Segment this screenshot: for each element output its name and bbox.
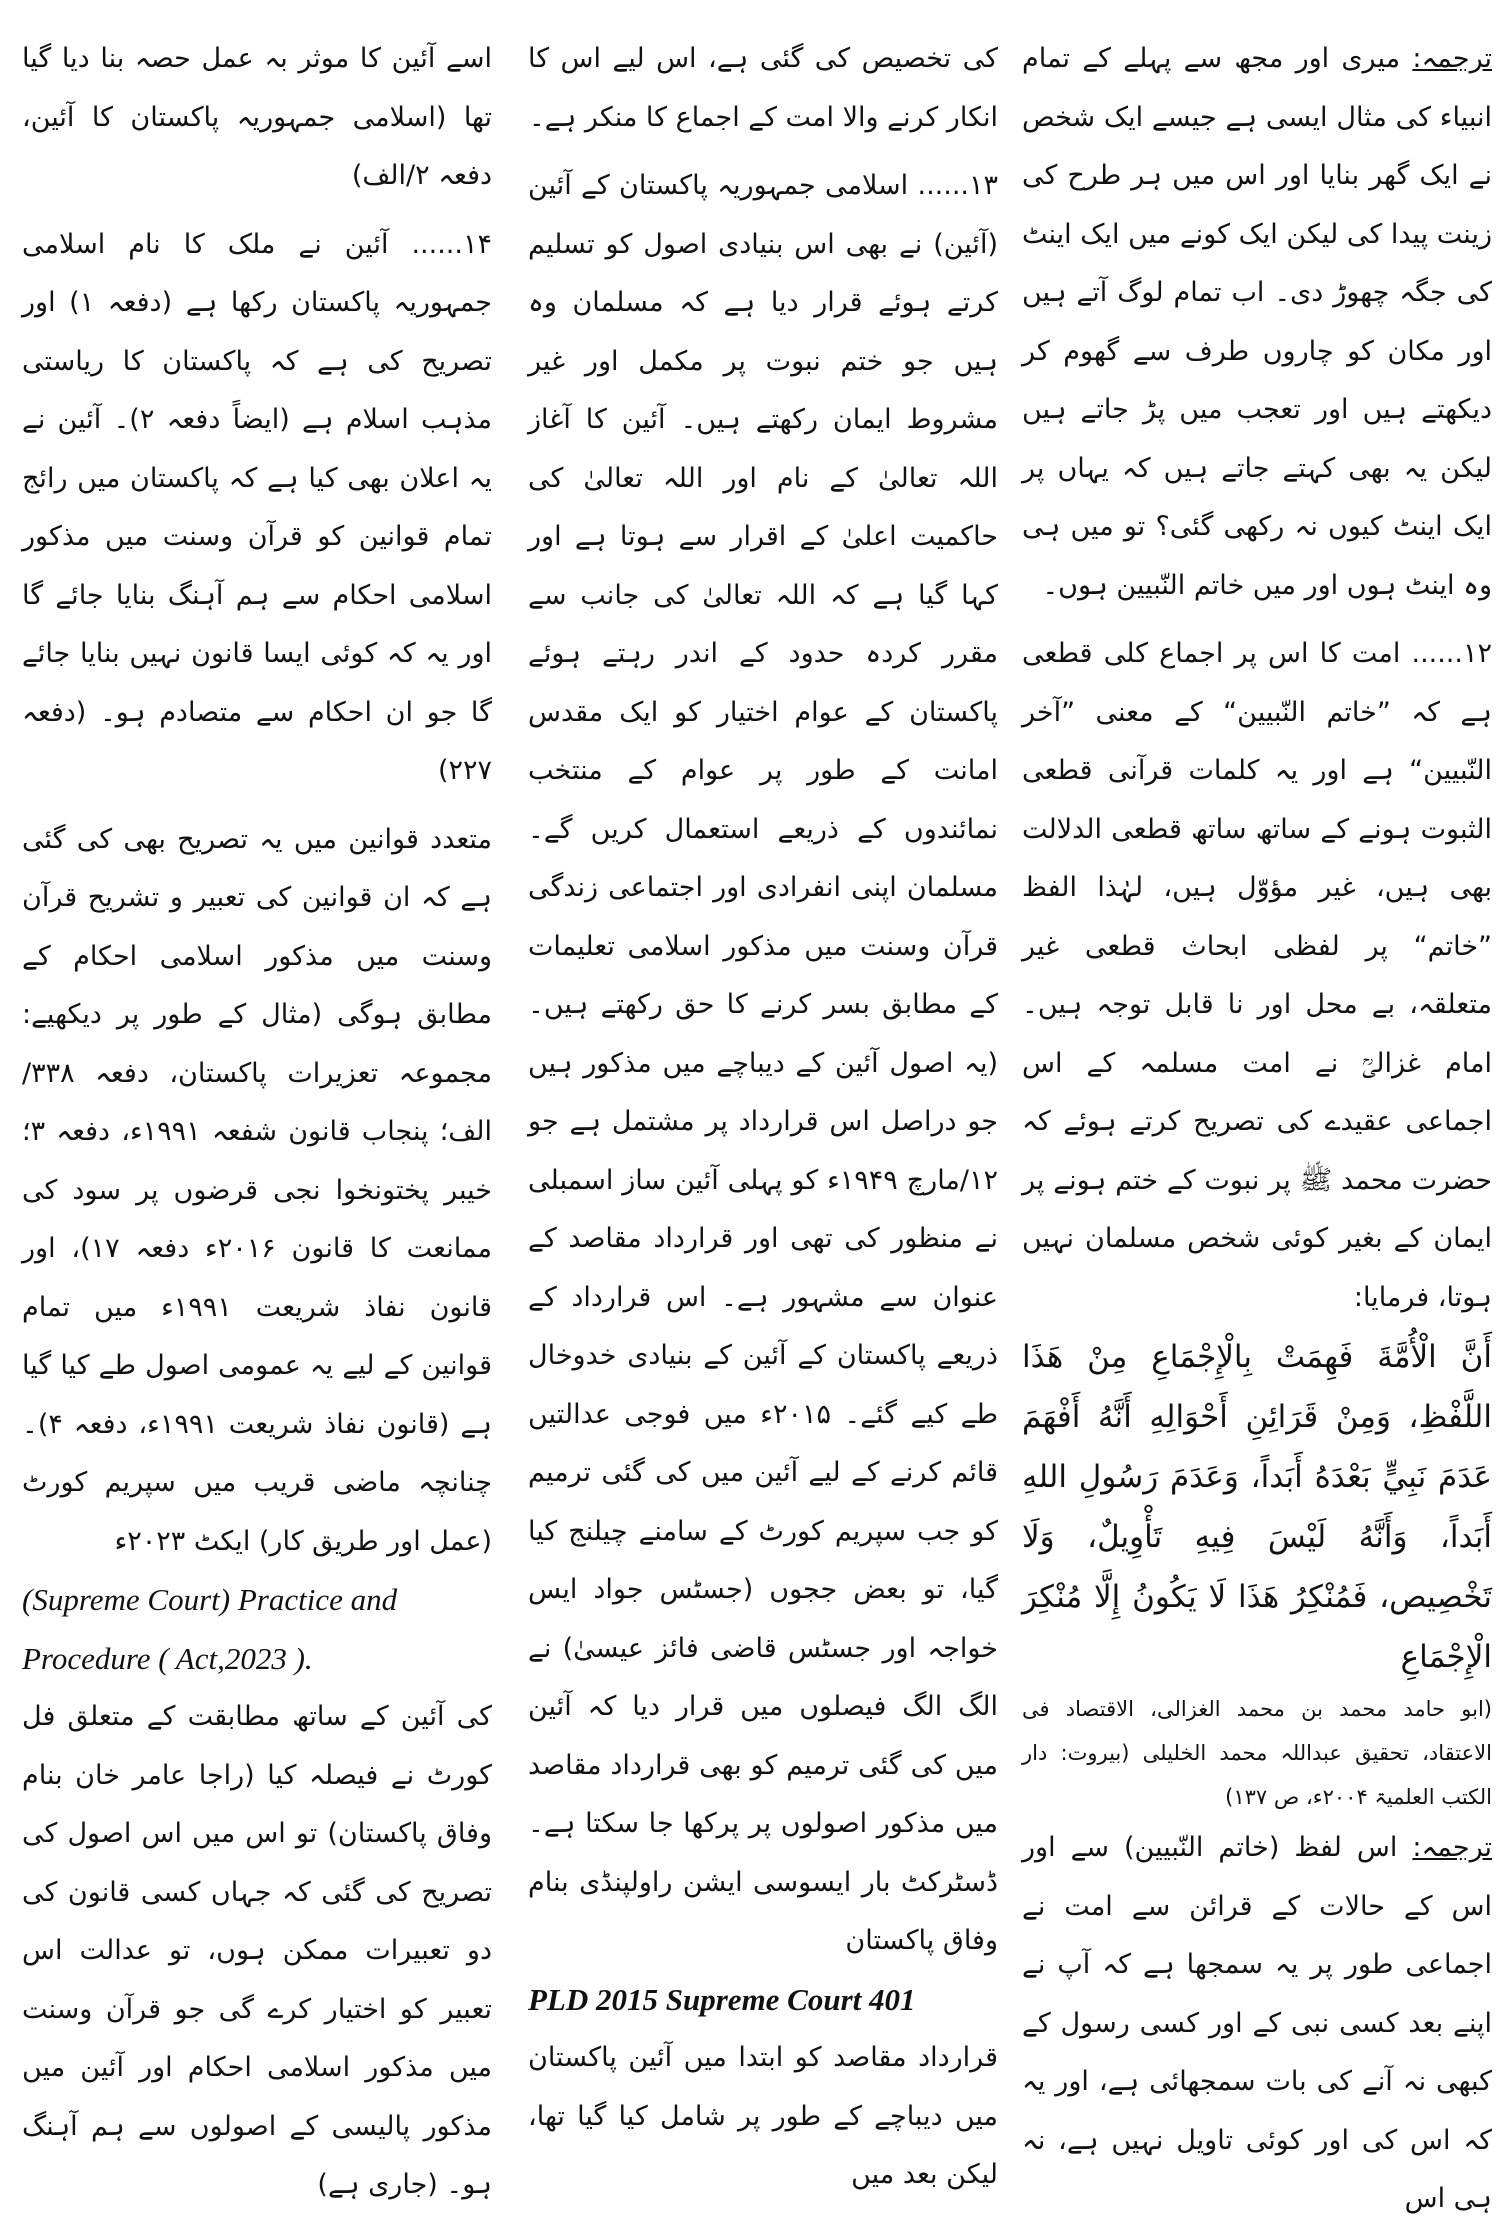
- arabic-quote: أَنَّ الْأُمَّةَ فَهِمَتْ بِالْإِجْمَاعِ مِنْ هَذَا اللَّفْظِ، وَمِنْ قَرَائِنِ أَحْوَالِهِ أَنَّهُ أَفْهَمَ عَدَمَ نَبِيٍّ بَعْدَهُ أَبَداً، وَعَدَمَ رَسُولِ اللهِ أَبَداً، وَأَنَّهُ لَيْسَ فِيهِ تَأْوِيلٌ، وَلَا تَخْصِيص، فَمُنْكِرُ هَذَا لَا يَكُونُ إِلَّا مُنْكِرَ الْإِجْمَاعِ: [1022, 1339, 1492, 1675]
- paragraph-after-citation: قرارداد مقاصد کو ابتدا میں آئین پاکستان میں دیباچے کے طور پر شامل کیا گیا تھا، لیکن بعد میں: [528, 2042, 998, 2190]
- act-title-latin: (Supreme Court) Practice and Procedure ( Act,2023 ).: [22, 1582, 398, 1676]
- translation-paragraph: [1022, 30, 1492, 615]
- translation-paragraph-2: [1022, 1819, 1492, 2229]
- citation: (ابو حامد محمد بن محمد الغزالی، الاقتصاد فی الاعتقاد، تحقیق عبداللہ محمد الخلیلی (بیروت: دار الکتب العلمیۃ ۲۰۰۴ء، ص ۱۳۷): [1022, 1697, 1492, 1809]
- paragraph-13: ۱۳...... اسلامی جمہوریہ پاکستان کے آئین (آئین) نے بھی اس بنیادی اصول کو تسلیم کرتے ہوئے قرار دیا ہے کہ مسلمان وہ ہیں جو ختم نبوت پر مکمل اور غیر مشروط ایمان رکھتے ہیں۔ آئین کا آغاز اللہ تعالیٰ کے نام اور اللہ تعالیٰ کی حاکمیت اعلیٰ کے اقرار سے ہوتا ہے اور کہا گیا ہے کہ اللہ تعالیٰ کی جانب سے مقرر کردہ حدود کے اندر رہتے ہوئے پاکستان کے عوام اختیار کو ایک مقدس امانت کے طور پر عوام کے منتخب نمائندوں کے ذریعے استعمال کریں گے۔ مسلمان اپنی انفرادی اور اجتماعی زندگی قرآن وسنت میں مذکور اسلامی تعلیمات کے مطابق بسر کرنے کا حق رکھتے ہیں۔ (یہ اصول آئین کے دیباچے میں مذکور ہیں جو دراصل اس قرارداد پر مشتمل ہے جو ۱۲/مارچ ۱۹۴۹ء کو پہلی آئین ساز اسمبلی نے منظور کی تھی اور قرارداد مقاصد کے عنوان سے مشہور ہے۔ اس قرارداد کے ذریعے پاکستان کے آئین کے بنیادی خدوخال طے کیے گئے۔ ۲۰۱۵ء میں فوجی عدالتیں قائم کرنے کے لیے آئین میں کی گئی ترمیم کو جب سپریم کورٹ کے سامنے چیلنج کیا گیا، تو بعض ججوں (جسٹس جواد ایس خواجہ اور جسٹس قاضی فائز عیسیٰ) نے الگ الگ فیصلوں میں قرار دیا کہ آئین میں کی گئی ترمیم کو بھی قرارداد مقاصد میں مذکور اصولوں پر پرکھا جا سکتا ہے۔ ڈسٹرکٹ بار ایسوسی ایشن راولپنڈی بنام وفاق پاکستان: [528, 170, 998, 1956]
- continued-marker: (جاری ہے): [317, 2169, 438, 2200]
- translation-label-2: ترجمہ:: [1412, 1832, 1493, 1863]
- paragraph-14: ۱۴...... آئین نے ملک کا نام اسلامی جمہوریہ پاکستان رکھا ہے (دفعہ ۱) اور تصریح کی ہے کہ پاکستان کا ریاستی مذہب اسلام ہے (ایضاً دفعہ ۲)۔ آئین نے یہ اعلان بھی کیا ہے کہ پاکستان میں رائج تمام قوانین کو قرآن وسنت میں مذکور اسلامی احکام سے ہم آہنگ بنایا جائے گا اور یہ کہ کوئی ایسا قانون نہیں بنایا جائے گا جو ان احکام سے متصادم ہو۔ (دفعہ ۲۲۷): [22, 228, 492, 786]
- paragraph-final: [22, 1688, 492, 2215]
- paragraph-final-text: کی آئین کے ساتھ مطابقت کے متعلق فل کورٹ نے فیصلہ کیا (راجا عامر خان بنام وفاق پاکستان) تو اس میں اس اصول کی تصریح کی گئی کہ جہاں کسی قانون کی دو تعبیرات ممکن ہوں، تو عدالت اس تعبیر کو اختیار کرے گی جو قرآن وسنت میں مذکور اسلامی احکام اور آئین میں مذکور پالیسی کے اصولوں سے ہم آہنگ ہو۔: [22, 1701, 492, 2200]
- column-left: [22, 30, 493, 2200]
- translation-label: ترجمہ:: [1412, 43, 1492, 74]
- continued-paragraph: کی تخصیص کی گئی ہے، اس لیے اس کا انکار کرنے والا امت کے اجماع کا منکر ہے۔: [528, 43, 998, 133]
- column-right: [1022, 30, 1493, 2214]
- column-middle: [528, 30, 998, 2190]
- paragraph-12: ۱۲...... امت کا اس پر اجماع کلی قطعی ہے کہ ”خاتم النّبیین“ کے معنی ”آخر النّبیین“ ہے اور یہ کلمات قرآنی قطعی الثبوت ہونے کے ساتھ ساتھ قطعی الدلالت بھی ہیں، غیر مؤوّل ہیں، لہٰذا الفظ ”خاتم“ پر لفظی ابحاث قطعی غیر متعلقہ، بے محل اور نا قابل توجہ ہیں۔ امام غزالیؒ نے امت مسلمہ کے اس اجماعی عقیدے کی تصریح کرتے ہوئے کہ حضرت محمد ﷺ پر نبوت کے ختم ہونے پر ایمان کے بغیر کوئی شخص مسلمان نہیں ہوتا، فرمایا:: [1022, 638, 1492, 1313]
- case-citation: PLD 2015 Supreme Court 401: [528, 1981, 916, 2017]
- paragraph-laws: متعدد قوانین میں یہ تصریح بھی کی گئی ہے کہ ان قوانین کی تعبیر و تشریح قرآن وسنت میں مذکور اسلامی احکام کے مطابق ہوگی (مثال کے طور پر دیکھیے: مجموعہ تعزیرات پاکستان، دفعہ ۳۳۸/الف؛ پنجاب قانون شفعہ ۱۹۹۱ء، دفعہ ۳؛ خیبر پختونخوا نجی قرضوں پر سود کی ممانعت کا قانون ۲۰۱۶ء دفعہ ۱۷)، اور قانون نفاذ شریعت ۱۹۹۱ء میں تمام قوانین کے لیے یہ عمومی اصول طے کیا گیا ہے (قانون نفاذ شریعت ۱۹۹۱ء، دفعہ ۴)۔ چنانچہ ماضی قریب میں سپریم کورٹ (عمل اور طریق کار) ایکٹ ۲۰۲۳ء: [22, 823, 493, 1557]
- continued-paragraph-left: اسے آئین کا موثر بہ عمل حصہ بنا دیا گیا تھا (اسلامی جمہوریہ پاکستان کا آئین، دفعہ ۲/الف): [22, 43, 492, 191]
- translation-text: میری اور مجھ سے پہلے کے تمام انبیاء کی مثال ایسی ہے جیسے ایک شخص نے ایک گھر بنایا اور اس میں ہر طرح کی زینت پیدا کی لیکن ایک کونے میں ایک اینٹ کی جگہ چھوڑ دی۔ اب تمام لوگ آتے ہیں اور مکان کو چاروں طرف سے گھوم کر دیکھتے ہیں اور تعجب میں پڑ جاتے ہیں لیکن یہ بھی کہتے جاتے ہیں کہ یہاں پر ایک اینٹ کیوں نہ رکھی گئی؟ تو میں ہی وہ اینٹ ہوں اور میں خاتم النّبیین ہوں۔: [1022, 43, 1492, 601]
- translation-text-2: اس لفظ (خاتم النّبیین) سے اور اس کے حالات کے قرائن سے امت نے اجماعی طور پر یہ سمجھا ہے کہ آپ نے اپنے بعد کسی نبی کے اور کسی رسول کے کبھی نہ آنے کی بات سمجھائی ہے، اور یہ کہ اس کی اور کوئی تاویل نہیں ہے، نہ ہی اس: [1022, 1832, 1492, 2214]
